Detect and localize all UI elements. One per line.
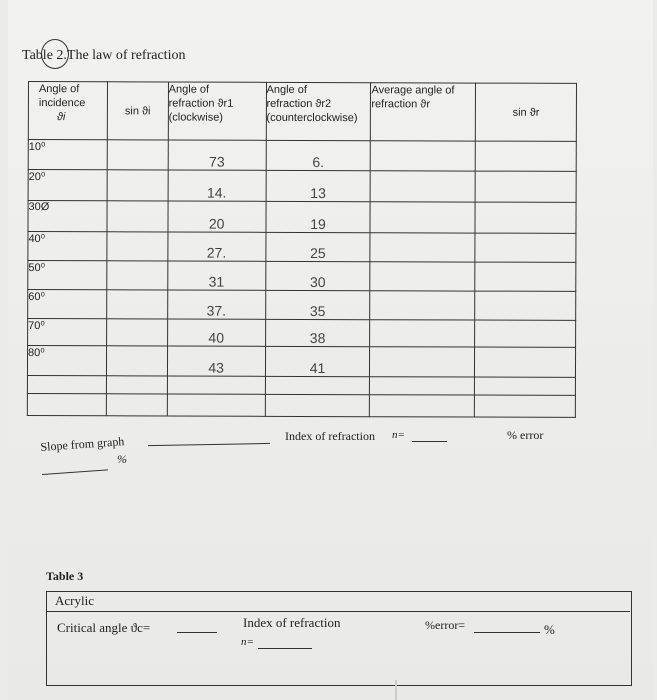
r1-cell: 14. (168, 170, 266, 201)
table-row (28, 201, 576, 234)
table3-percent: % (544, 622, 555, 637)
edge-mark (395, 680, 397, 700)
r1-cell: 73 (168, 140, 266, 170)
angle-cell: 40⁰ (28, 232, 107, 261)
table-row (28, 290, 576, 321)
r1-cell: 27. (168, 232, 266, 261)
index-label: Index of refraction (285, 429, 375, 443)
table-row (27, 346, 575, 378)
r2-cell: 6. (266, 140, 371, 170)
header-incidence: Angle of incidence ϑi (28, 82, 107, 140)
header-sin-i: sin ϑi (107, 82, 168, 140)
angle-cell: 70⁰ (28, 319, 107, 346)
header-sin-r: sin ϑr (476, 83, 577, 141)
r2-cell: 38 (265, 319, 370, 346)
r2-cell: 19 (266, 201, 371, 232)
angle-cell: 50⁰ (28, 261, 107, 290)
table2-title: Tabl e 2.The law of refraction (22, 48, 185, 64)
table3-title: Table 3 (46, 569, 84, 583)
angle-cell: 20⁰ (28, 170, 107, 201)
angle-cell: 30Ø (28, 201, 107, 232)
n-label: n= (392, 429, 405, 441)
angle-cell: 10⁰ (28, 140, 107, 170)
r1-cell: 40 (167, 319, 265, 346)
r1-cell: 31 (167, 261, 265, 290)
header-row (28, 82, 576, 142)
table3-n-label: n= (241, 636, 254, 648)
table3-error-blank (474, 632, 540, 633)
table-row (28, 261, 576, 292)
table3-n-blank (258, 648, 312, 649)
material-label: Acrylic (55, 593, 94, 608)
header-clockwise: Angle of refraction ϑr1 (clockwise) (168, 82, 266, 140)
table-row (28, 232, 576, 263)
pen-circle-mark (41, 39, 69, 69)
table-row (28, 319, 576, 348)
critical-angle-label: Critical angle ϑc= (57, 620, 151, 635)
table-row-empty (27, 393, 575, 417)
header-counterclockwise: Angle of refraction ϑr2 (counterclockwise) (266, 82, 371, 140)
header-average: Average angle of refraction ϑr (371, 83, 476, 141)
slope-percent: % (117, 452, 127, 466)
table3-error-label: %error= (425, 618, 466, 632)
table-row (28, 170, 576, 203)
r2-cell: 35 (265, 290, 370, 319)
table-row (28, 140, 576, 172)
critical-blank (177, 632, 217, 633)
table3-index-label: Index of refraction (243, 615, 341, 630)
table3-header (46, 591, 630, 612)
angle-cell: 60⁰ (28, 290, 107, 319)
slope-label: Slope from graph (40, 434, 125, 454)
r2-cell: 25 (265, 232, 370, 261)
r1-cell: 20 (168, 201, 266, 232)
r2-cell: 13 (266, 170, 371, 201)
n-blank (412, 441, 447, 442)
r1-cell: 43 (167, 346, 265, 376)
r2-cell: 41 (265, 346, 370, 376)
refraction-table (27, 81, 577, 418)
error-label: % error (507, 428, 544, 442)
r2-cell: 30 (265, 261, 370, 290)
table-row-empty (27, 375, 575, 395)
r1-cell: 37. (167, 290, 265, 319)
angle-cell: 80⁰ (27, 346, 106, 376)
